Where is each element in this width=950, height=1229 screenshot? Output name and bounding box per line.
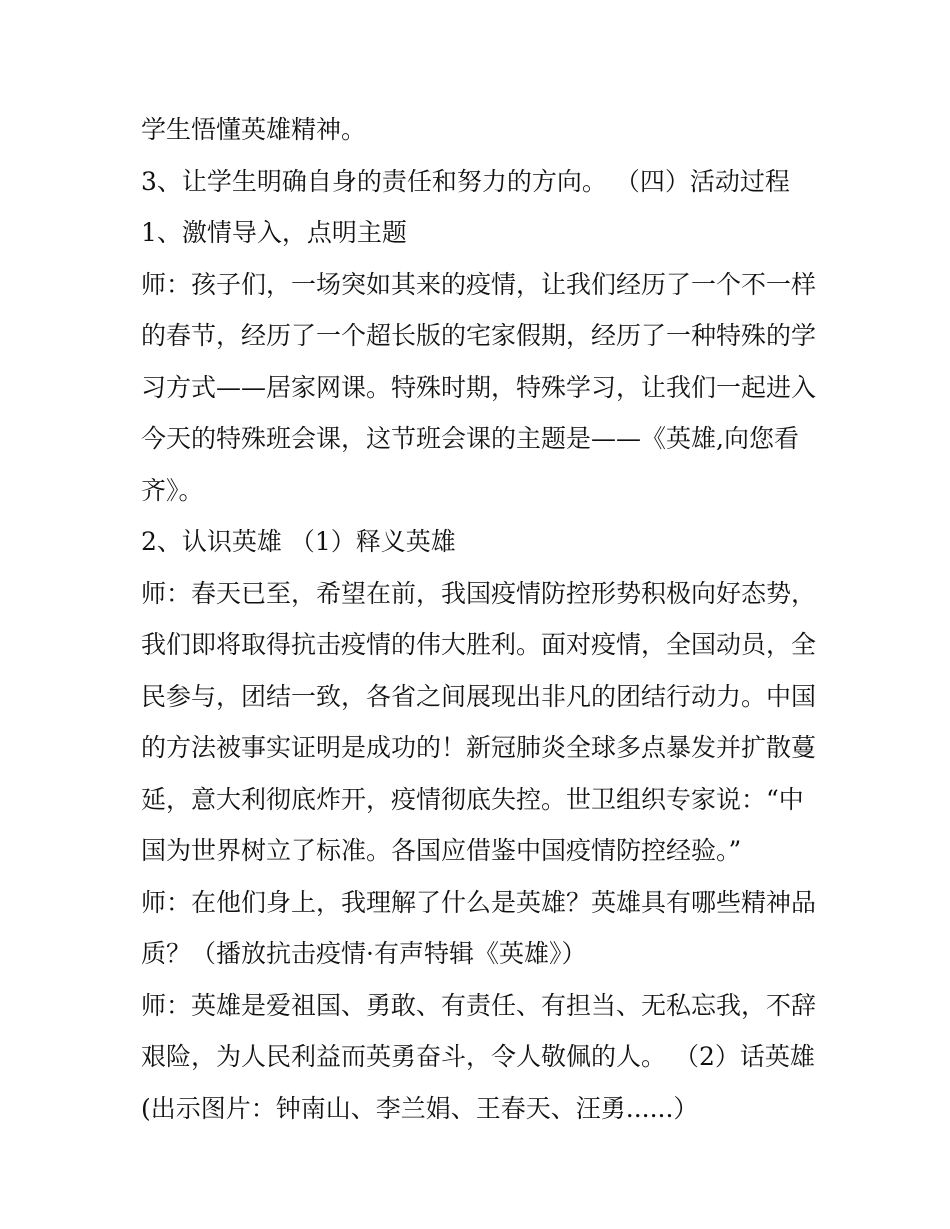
text-line: 学生悟懂英雄精神。	[141, 115, 367, 144]
text-line: 质？（播放抗击疫情·有声特辑《英雄》）	[141, 939, 587, 968]
text-line: 师：英雄是爱祖国、勇敢、有责任、有担当、无私忘我，不辞	[141, 990, 817, 1020]
text-line: 我们即将取得抗击疫情的伟大胜利。面对疫情，全国动员，全	[141, 630, 817, 659]
text-line: 民参与，团结一致，各省之间展现出非凡的团结行动力。中国	[141, 681, 817, 711]
text-line: 艰险，为人民利益而英勇奋斗，令人敬佩的人。 （2）话英雄	[141, 1042, 815, 1071]
text-line: 的方法被事实证明是成功的！新冠肺炎全球多点暴发并扩散蔓	[141, 733, 817, 762]
text-line: 师：孩子们，一场突如其来的疫情，让我们经历了一个不一样	[141, 269, 817, 299]
text-line: 2、认识英雄 （1）释义英雄	[141, 527, 456, 556]
text-line: 习方式——居家网课。特殊时期，特殊学习，让我们一起进入	[141, 372, 817, 402]
text-line: 国为世界树立了标准。各国应借鉴中国疫情防控经验。”	[141, 836, 742, 865]
text-line: 1、激情导入，点明主题	[141, 218, 407, 247]
text-line: 齐》。	[141, 475, 204, 505]
text-line: 师：在他们身上，我理解了什么是英雄？英雄具有哪些精神品	[141, 887, 817, 917]
text-line: 师：春天已至，希望在前，我国疫情防控形势积极向好态势，	[141, 578, 817, 608]
text-line: (出示图片：钟南山、李兰娟、王春天、汪勇......）	[141, 1093, 699, 1123]
text-line: 今天的特殊班会课，这节班会课的主题是——《英雄,向您看	[141, 424, 799, 453]
text-line: 3、让学生明确自身的责任和努力的方向。 （四）活动过程	[141, 166, 790, 196]
document-body	[141, 104, 821, 1134]
text-line: 延，意大利彻底炸开，疫情彻底失控。世卫组织专家说：“中	[141, 784, 804, 814]
text-line: 的春节，经历了一个超长版的宅家假期，经历了一种特殊的学	[141, 321, 817, 350]
